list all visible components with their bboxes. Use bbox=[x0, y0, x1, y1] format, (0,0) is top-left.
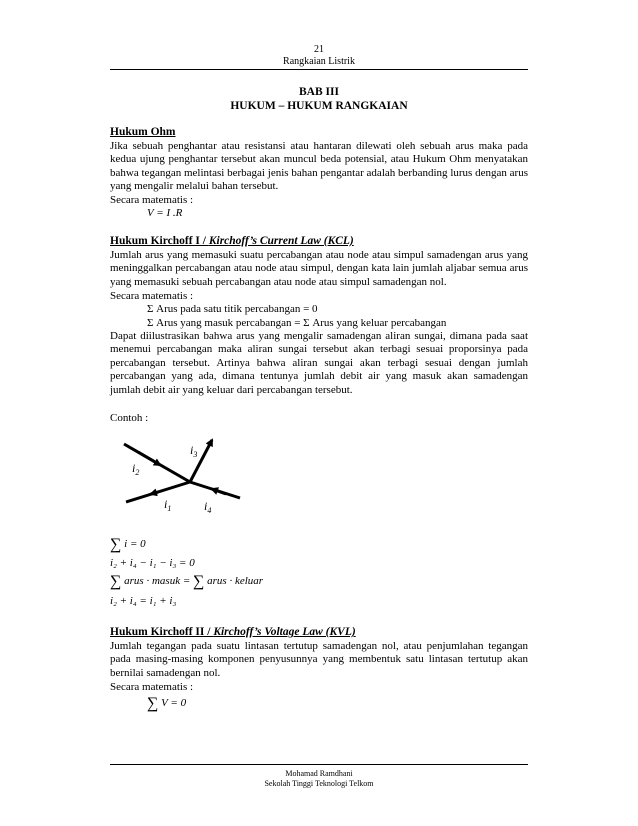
kcl-body: Jumlah arus yang memasuki suatu percabangan atau node atau simpul samadengan arus yang meninggalkan percabangan atau node atau simpul, dengan kata lain jumlah aljabar semua arus yang memasuki sebuah percabangan atau node atau simpul samadengan nol. bbox=[110, 249, 528, 288]
page-number: 21 bbox=[314, 44, 324, 55]
kvl-formula: ∑ V = 0 bbox=[147, 695, 187, 712]
ohm-formula: V = I .R bbox=[147, 207, 183, 219]
footer-rule bbox=[110, 764, 528, 765]
kcl-eq-1: ∑ i = 0 bbox=[110, 536, 146, 553]
branch-i1-arrow bbox=[151, 492, 158, 494]
example-label: Contoh : bbox=[110, 412, 149, 424]
kvl-heading-italic: Kirchoff’s Voltage Law (KVL) bbox=[213, 626, 356, 638]
sigma-symbol: ∑ bbox=[110, 536, 122, 553]
kcl-heading-italic: Kirchoff’s Current Law (KCL) bbox=[208, 235, 354, 247]
kvl-heading-prefix: Hukum Kirchoff II / bbox=[110, 626, 214, 638]
label-i2: $i_2$ bbox=[132, 461, 140, 477]
kcl-eq-3: ∑ arus · masuk = ∑ arus · keluar bbox=[110, 573, 264, 590]
kvl-math-label: Secara matematis : bbox=[110, 681, 194, 693]
kcl-rule-2: Σ Arus yang masuk percabangan = Σ Arus yang keluar percabangan bbox=[147, 317, 447, 329]
chapter-title: HUKUM – HUKUM RANGKAIAN bbox=[230, 100, 408, 112]
branch-i2-arrow bbox=[138, 452, 160, 465]
label-i4: $i_4$ bbox=[204, 499, 212, 515]
label-i1: $i_1$ bbox=[164, 497, 172, 513]
ohm-heading: Hukum Ohm bbox=[110, 126, 176, 138]
footer-institution: Sekolah Tinggi Teknologi Telkom bbox=[264, 779, 374, 788]
label-i3: $i_3$ bbox=[190, 443, 198, 459]
running-title: Rangkaian Listrik bbox=[283, 56, 355, 67]
footer-author: Mohamad Ramdhani bbox=[285, 769, 353, 778]
kcl-node-diagram bbox=[118, 434, 248, 520]
kcl-illustration: Dapat diilustrasikan bahwa arus yang mengalir samadengan aliran sungai, dimana pada saat menemui percabangan maka aliran sungai tersebut akan terbagi sesuai proporsinya pada percabangan tersebut. Artinya bahwa aliran sungai akan terbagi sesuai dengan jumlah percabangan yang ada, dimana tentunya jumlah debit air yang masuk akan samadengan jumlah debit air yang keluar dari percabangan tersebut. bbox=[110, 330, 528, 396]
ohm-body: Jika sebuah penghantar atau resistansi atau hantaran dilewati oleh sebuah arus maka pada kedua ujung penghantar tersebut akan muncul beda potensial, atau Hukum Ohm menyatakan bahwa tegangan melintasi berbagai jenis bahan pengantar adalah berbanding lurus dengan arus yang mengalir melalui bahan tersebut. bbox=[110, 140, 528, 193]
kcl-math-label: Secara matematis : bbox=[110, 290, 194, 302]
kvl-heading bbox=[110, 626, 356, 638]
kcl-eq-2: i₂ + i₄ − i₁ − i₃ = 0 bbox=[110, 557, 195, 569]
chapter-number: BAB III bbox=[299, 86, 339, 98]
kvl-body: Jumlah tegangan pada suatu lintasan tertutup samadengan nol, atau penjumlahan tegangan pada masing-masing komponen penyusunnya yang membentuk satu lintasan tertutup akan bernilai samadengan nol. bbox=[110, 640, 528, 679]
kcl-eq-4: i₂ + i₄ = i₁ + i₃ bbox=[110, 595, 177, 607]
kcl-heading-prefix: Hukum Kirchoff I / bbox=[110, 235, 209, 247]
kcl-heading bbox=[110, 235, 354, 247]
kcl-rule-1: Σ Arus pada satu titik percabangan = 0 bbox=[147, 303, 318, 315]
ohm-math-label: Secara matematis : bbox=[110, 194, 194, 206]
header-rule bbox=[110, 69, 528, 70]
